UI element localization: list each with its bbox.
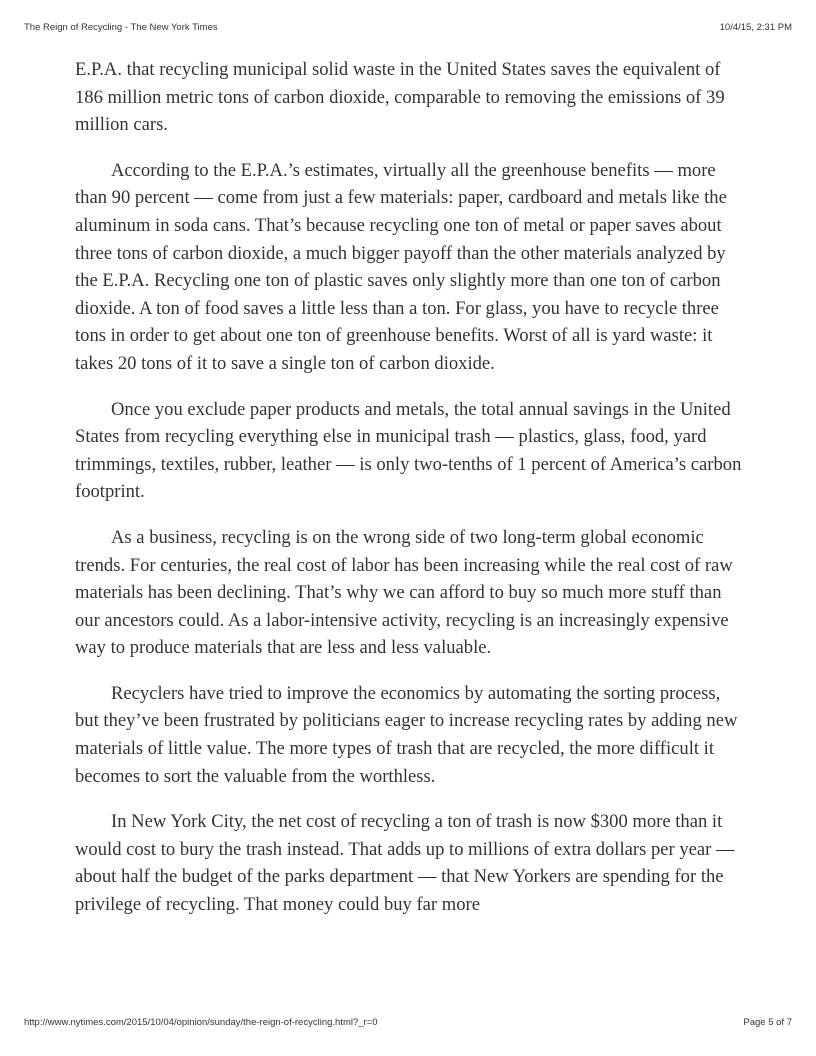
- print-footer: [24, 1017, 792, 1028]
- print-header: [24, 22, 792, 33]
- article-paragraph: E.P.A. that recycling municipal solid waste in the United States saves the equivalent of 186 million metric tons of carbon dioxide, comparable to removing the emissions of 39 million cars.: [75, 59, 725, 136]
- article-paragraph: Once you exclude paper products and metals, the total annual savings in the United States from recycling everything else in municipal trash — plastics, glass, food, yard trimmings, textiles, rubber, leather — is only two-tenths of 1 percent of America’s carbon footprint.: [75, 398, 742, 503]
- page-url: http://www.nytimes.com/2015/10/04/opinion/sunday/the-reign-of-recycling.html?_r=0: [24, 1017, 378, 1028]
- article-paragraph: As a business, recycling is on the wrong side of two long-term global economic trends. For centuries, the real cost of labor has been increasing while the real cost of raw materials has been declining. That’s why we can afford to buy so much more stuff than our ancestors could. As a labor-intensive activity, recycling is an increasingly expensive way to produce materials that are less and less valuable.: [75, 526, 733, 659]
- page-indicator: Page 5 of 7: [743, 1017, 792, 1028]
- article-paragraph: In New York City, the net cost of recycling a ton of trash is now $300 more than it would cost to bury the trash instead. That adds up to millions of extra dollars per year — about half the budget of the parks department — that New Yorkers are spending for the privilege of recycling. That money could buy far more: [75, 811, 735, 916]
- article-body: [75, 56, 747, 937]
- article-paragraph: Recyclers have tried to improve the economics by automating the sorting process, but they’ve been frustrated by politicians eager to increase recycling rates by adding new materials of little value. The more types of trash that are recycled, the more difficult it becomes to sort the valuable from the worthless.: [75, 682, 738, 787]
- print-datetime: 10/4/15, 2:31 PM: [719, 22, 792, 33]
- article-paragraph: According to the E.P.A.’s estimates, virtually all the greenhouse benefits — more than 90 percent — come from just a few materials: paper, cardboard and metals like the aluminum in soda cans. That’s because recycling one ton of metal or paper saves about three tons of carbon dioxide, a much bigger payoff than the other materials analyzed by the E.P.A. Recycling one ton of plastic saves only slightly more than one ton of carbon dioxide. A ton of food saves a little less than a ton. For glass, you have to recycle three tons in order to get about one ton of greenhouse benefits. Worst of all is yard waste: it takes 20 tons of it to save a single ton of carbon dioxide.: [75, 159, 727, 374]
- page-title: The Reign of Recycling - The New York Times: [24, 22, 218, 33]
